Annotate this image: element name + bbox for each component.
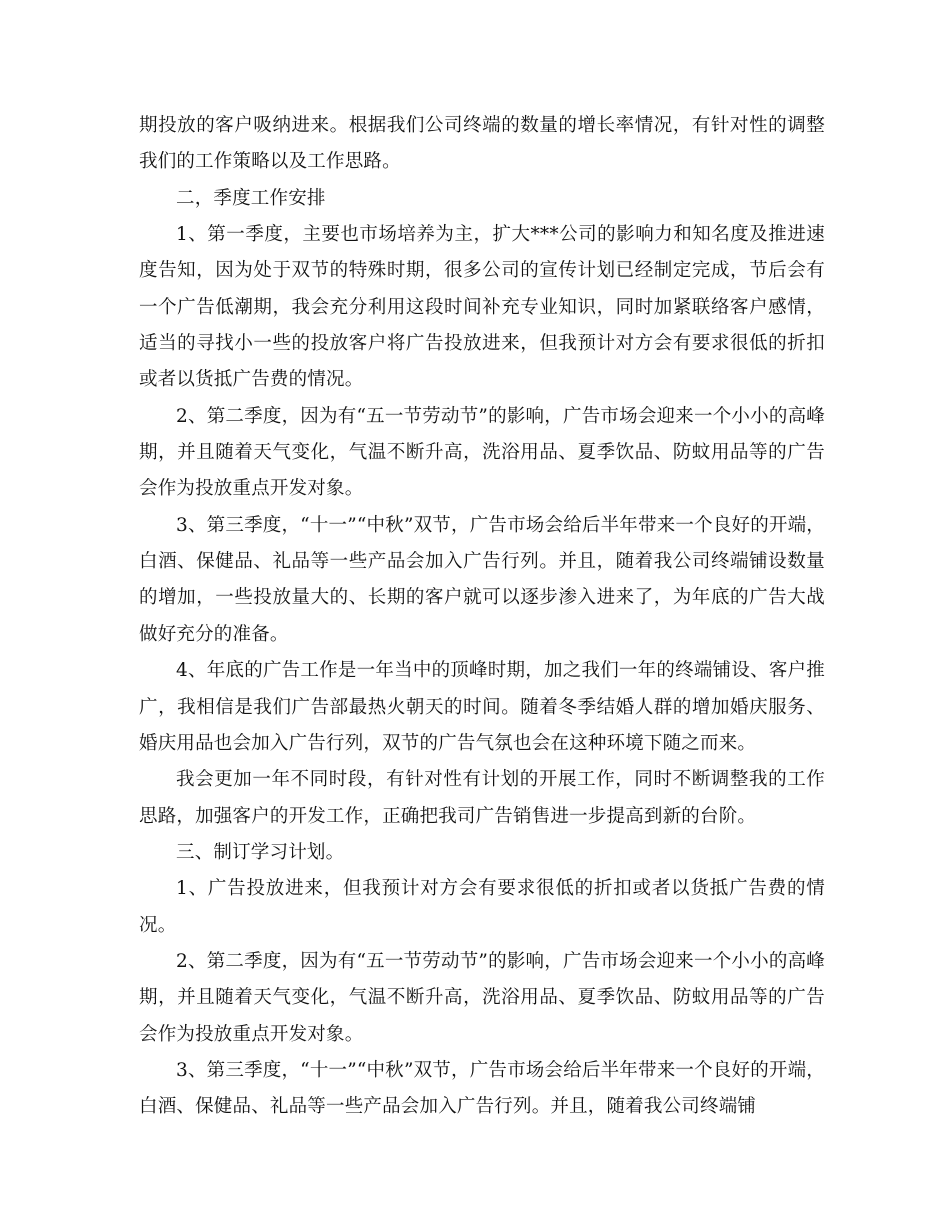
paragraph-q3: 3、第三季度，“十一”“中秋”双节，广告市场会给后半年带来一个良好的开端，白酒、保健品、礼品等一些产品会加入广告行列。并且，随着我公司终端铺设数量的增加，一些投放量大的、长期的客户就可以逐步渗入进来了，为年底的广告大战做好充分的准备。 xyxy=(139,514,826,645)
section-heading-study-plan: 三、制订学习计划。 xyxy=(176,841,345,863)
paragraph-q2: 2、第二季度，因为有“五一节劳动节”的影响，广告市场会迎来一个小小的高峰期，并且随着天气变化，气温不断升高，洗浴用品、夏季饮品、防蚊用品等的广告会作为投放重点开发对象。 xyxy=(139,405,825,500)
paragraph-q1: 1、第一季度，主要也市场培养为主，扩大***公司的影响力和知名度及推进速度告知，因为处于双节的特殊时期，很多公司的宣传计划已经制定完成，节后会有一个广告低潮期，我会充分利用这段时间补充专业知识，同时加紧联络客户感情，适当的寻找小一些的投放客户将广告投放进来，但我预计对方会有要求很低的折扣或者以货抵广告费的情况。 xyxy=(139,224,825,391)
paragraph-study-1: 1、广告投放进来，但我预计对方会有要求很低的折扣或者以货抵广告费的情况。 xyxy=(139,878,825,936)
paragraph-continuation: 期投放的客户吸纳进来。根据我们公司终端的数量的增长率情况，有针对性的调整我们的工作策略以及工作思路。 xyxy=(139,115,825,173)
section-heading-quarterly-plan: 二，季度工作安排 xyxy=(176,187,326,209)
paragraph-study-3: 3、第三季度，“十一”“中秋”双节，广告市场会给后半年带来一个良好的开端，白酒、保健品、礼品等一些产品会加入广告行列。并且，随着我公司终端铺 xyxy=(139,1059,826,1118)
paragraph-summary: 我会更加一年不同时段，有针对性有计划的开展工作，同时不断调整我的工作思路，加强客户的开发工作，正确把我司广告销售进一步提高到新的台阶。 xyxy=(139,769,825,827)
paragraph-study-2: 2、第二季度，因为有“五一节劳动节”的影响，广告市场会迎来一个小小的高峰期，并且随着天气变化，气温不断升高，洗浴用品、夏季饮品、防蚊用品等的广告会作为投放重点开发对象。 xyxy=(139,950,825,1045)
paragraph-year-end: 4、年底的广告工作是一年当中的顶峰时期，加之我们一年的终端铺设、客户推广，我相信是我们广告部最热火朝天的时间。随着冬季结婚人群的增加婚庆服务、婚庆用品也会加入广告行列，双节的广告气氛也会在这种环境下随之而来。 xyxy=(139,660,825,754)
document-body xyxy=(139,108,825,1126)
